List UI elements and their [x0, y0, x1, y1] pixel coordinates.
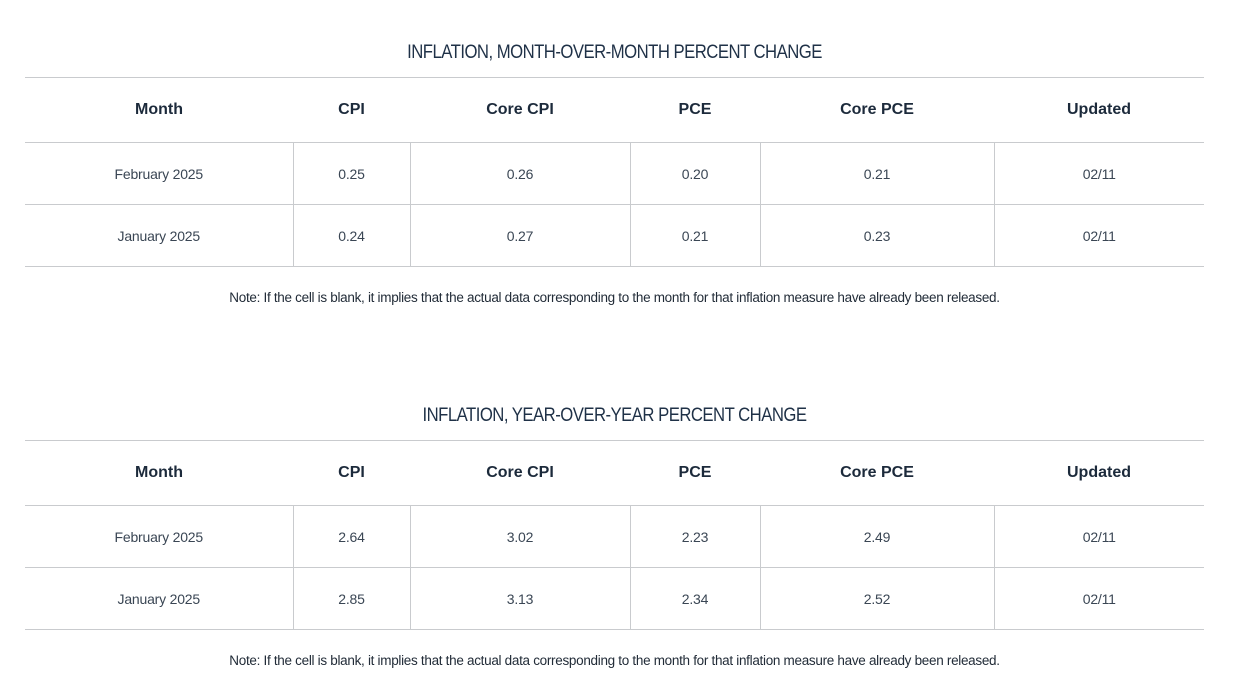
cell-cpi: 0.24 [293, 205, 410, 267]
cell-core-pce: 2.52 [760, 568, 994, 630]
cell-pce: 0.20 [630, 143, 760, 205]
column-header-updated: Updated [994, 78, 1204, 143]
table-row [25, 205, 1204, 267]
column-header-core-pce: Core PCE [760, 78, 994, 143]
cell-updated: 02/11 [994, 506, 1204, 568]
cell-core-pce: 0.23 [760, 205, 994, 267]
column-header-cpi: CPI [293, 78, 410, 143]
cell-pce: 2.23 [630, 506, 760, 568]
column-header-core-pce: Core PCE [760, 441, 994, 506]
column-header-pce: PCE [630, 78, 760, 143]
cell-updated: 02/11 [994, 205, 1204, 267]
cell-month: January 2025 [25, 205, 293, 267]
mom-inflation-table [25, 77, 1204, 267]
table-title: INFLATION, MONTH-OVER-MONTH PERCENT CHANGE [407, 42, 822, 63]
table-title: INFLATION, YEAR-OVER-YEAR PERCENT CHANGE [422, 405, 807, 426]
cell-core-cpi: 3.13 [410, 568, 630, 630]
cell-month: February 2025 [25, 143, 293, 205]
cell-cpi: 0.25 [293, 143, 410, 205]
column-header-cpi: CPI [293, 441, 410, 506]
column-header-core-cpi: Core CPI [410, 78, 630, 143]
cell-core-cpi: 3.02 [410, 506, 630, 568]
cell-core-pce: 2.49 [760, 506, 994, 568]
mom-inflation-section [25, 38, 1204, 305]
column-header-pce: PCE [630, 441, 760, 506]
cell-pce: 0.21 [630, 205, 760, 267]
cell-core-pce: 0.21 [760, 143, 994, 205]
table-row [25, 506, 1204, 568]
column-header-month: Month [25, 78, 293, 143]
cell-core-cpi: 0.27 [410, 205, 630, 267]
cell-month: January 2025 [25, 568, 293, 630]
table-row [25, 143, 1204, 205]
header-row [25, 78, 1204, 143]
cell-core-cpi: 0.26 [410, 143, 630, 205]
column-header-updated: Updated [994, 441, 1204, 506]
cell-pce: 2.34 [630, 568, 760, 630]
header-row [25, 441, 1204, 506]
table-note: Note: If the cell is blank, it implies that the actual data corresponding to the month for that inflation measure have already been released. [229, 290, 1000, 305]
yoy-inflation-section [25, 401, 1204, 668]
cell-month: February 2025 [25, 506, 293, 568]
cell-updated: 02/11 [994, 568, 1204, 630]
cell-updated: 02/11 [994, 143, 1204, 205]
table-row [25, 568, 1204, 630]
table-note: Note: If the cell is blank, it implies that the actual data corresponding to the month for that inflation measure have already been released. [229, 653, 1000, 668]
yoy-inflation-table [25, 440, 1204, 630]
cell-cpi: 2.85 [293, 568, 410, 630]
column-header-month: Month [25, 441, 293, 506]
cell-cpi: 2.64 [293, 506, 410, 568]
column-header-core-cpi: Core CPI [410, 441, 630, 506]
